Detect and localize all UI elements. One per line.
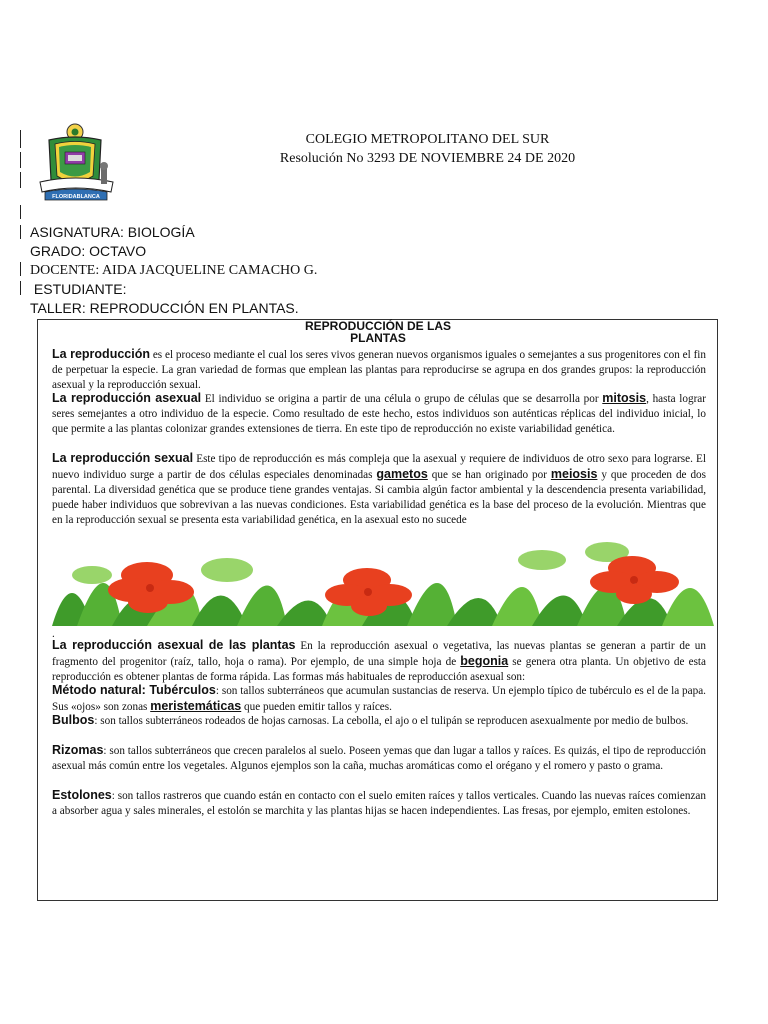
- paragraph-text: , hasta lograr seres semejantes a otro individuo de la especie. Como resultado de este hecho, estos individuos son auténticas réplicas del individuo inicial, lo que permite a las plantas colonizar grandes extensiones de tierra. En este tipo de reproducción no existe variabilidad genética.: [52, 393, 706, 435]
- paragraph-lead: La reproducción asexual de las plantas: [52, 638, 296, 652]
- margin-mark: [20, 262, 21, 276]
- paragraph-text: : son tallos subterráneos que acumulan sustancias de reserva. Un ejemplo típico de tubérculo es el de la papa. Sus «ojos» son zonas: [52, 685, 706, 713]
- margin-mark: [20, 281, 21, 295]
- box-title: [218, 320, 538, 344]
- paragraph-text: y que proceden de dos parental. La diversidad genética que se produce tiene grandes ventajas. Si cambia algún factor ambiental y la descendencia presenta variabilidad, puede haber individuos que sobrevivan a las nuevas condiciones. Esta variabilidad genética es la base del proceso de la evolución. Mientras que en la reproducción sexual se presenta esta variabilidad genética, en la asexual esto no sucede: [52, 469, 706, 526]
- paragraph-lead: La reproducción: [52, 347, 150, 361]
- logo-ribbon-text: FLORIDABLANCA: [52, 194, 100, 200]
- paragraph-text: : son tallos subterráneos que crecen paralelos al suelo. Poseen yemas que dan lugar a tallos y raíces. Es quizás, el tipo de reproducción asexual más común entre los vegetales. Algunos ejemplos son la caña, muchas aromáticas como el orégano y el romero y pasto o grama.: [52, 745, 706, 772]
- paragraph-sexual: [52, 451, 706, 528]
- school-name: COLEGIO METROPOLITANO DEL SUR: [305, 132, 550, 147]
- content-box: [37, 319, 718, 901]
- paragraph-text: El individuo se origina a partir de una célula o grupo de células que se desarrolla por: [201, 393, 603, 405]
- red-flowers-illustration: [52, 540, 714, 626]
- paragraph-lead: La reproducción asexual: [52, 391, 202, 405]
- paragraph-text: : son tallos rastreros que cuando están en contacto con el suelo emiten raíces y tallos verticales. Cuando las nuevas raíces comienzan a absorber agua y sales minerales, el estolón se marchita y las plantas hijas se hacen independientes. Las fresas, por ejemplo, emiten estolones.: [52, 790, 706, 817]
- keyword-meiosis: meiosis: [550, 467, 598, 481]
- paragraph-rizomas: [52, 743, 706, 774]
- box-title-line-2: PLANTAS: [350, 331, 406, 345]
- paragraph-tuberculos: [52, 683, 706, 715]
- box-title-line-1: REPRODUCCIÓN DE LAS: [304, 319, 451, 333]
- paragraph-asexual-plantas: [52, 638, 706, 685]
- paragraph-text: : son tallos subterráneos rodeados de hojas carnosas. La cebolla, el ajo o el tulipán se reproducen asexualmente por medio de bulbos.: [94, 715, 689, 727]
- teacher-line: DOCENTE: AIDA JACQUELINE CAMACHO G.: [30, 263, 318, 278]
- paragraph-estolones: [52, 788, 706, 819]
- paragraph-lead: Método natural: Tubérculos: [52, 683, 216, 697]
- paragraph-text: es el proceso mediante el cual los seres vivos generan nuevos organismos iguales o semejantes a sus progenitores con el fin de perpetuar la especie. La gran variedad de formas que emplean las plantas para reproducirse se agrupa en dos grandes grupos: la reproducción asexual y la reproducción sexual.: [52, 349, 706, 391]
- keyword-begonia: begonia: [460, 654, 509, 668]
- subject-line: ASIGNATURA: BIOLOGÍA: [30, 224, 195, 240]
- grade-line: GRADO: OCTAVO: [30, 243, 147, 259]
- paragraph-text: que pueden emitir tallos y raíces.: [241, 701, 392, 713]
- keyword-meristematicas: meristemáticas: [150, 699, 242, 713]
- paragraph-reproduccion: [52, 347, 706, 393]
- margin-mark: [20, 205, 21, 219]
- paragraph-text: En la reproducción asexual o vegetativa, las nuevas plantas se generan a partir de un fragmento del progenitor (raíz, tallo, hoja o rama). Por ejemplo, de una simple hoja de: [52, 640, 706, 668]
- school-crest-icon: [35, 122, 127, 214]
- paragraph-lead: Rizomas: [52, 743, 104, 757]
- paragraph-text: que se han originado por: [427, 469, 551, 481]
- margin-mark: [20, 172, 21, 188]
- paragraph-asexual: [52, 391, 706, 437]
- paragraph-text: se genera otra planta. Un objetivo de esta reproducción es obtener plantas de forma rápida. Las formas más habituales de reproducción asexual son:: [52, 656, 706, 683]
- dot-separator: .: [52, 628, 55, 640]
- document-meta: [30, 223, 317, 318]
- margin-mark: [20, 152, 21, 168]
- student-line: ESTUDIANTE:: [30, 281, 127, 297]
- resolution-line: Resolución No 3293 DE NOVIEMBRE 24 DE 2020: [279, 151, 576, 166]
- paragraph-lead: La reproducción sexual: [52, 451, 194, 465]
- paragraph-lead: Bulbos: [52, 713, 95, 727]
- keyword-gametos: gametos: [376, 467, 428, 481]
- margin-mark: [20, 225, 21, 239]
- margin-mark: [20, 130, 21, 148]
- paragraph-bulbos: [52, 713, 706, 729]
- keyword-mitosis: mitosis: [602, 391, 647, 405]
- document-header: [200, 130, 655, 168]
- paragraph-lead: Estolones: [52, 788, 112, 802]
- workshop-line: TALLER: REPRODUCCIÓN EN PLANTAS.: [30, 300, 299, 316]
- paragraph-text: Este tipo de reproducción es más compleja que la asexual y requiere de individuos de otro sexo para lograrse. El nuevo individuo surge a partir de dos células especiales denominadas: [52, 453, 706, 481]
